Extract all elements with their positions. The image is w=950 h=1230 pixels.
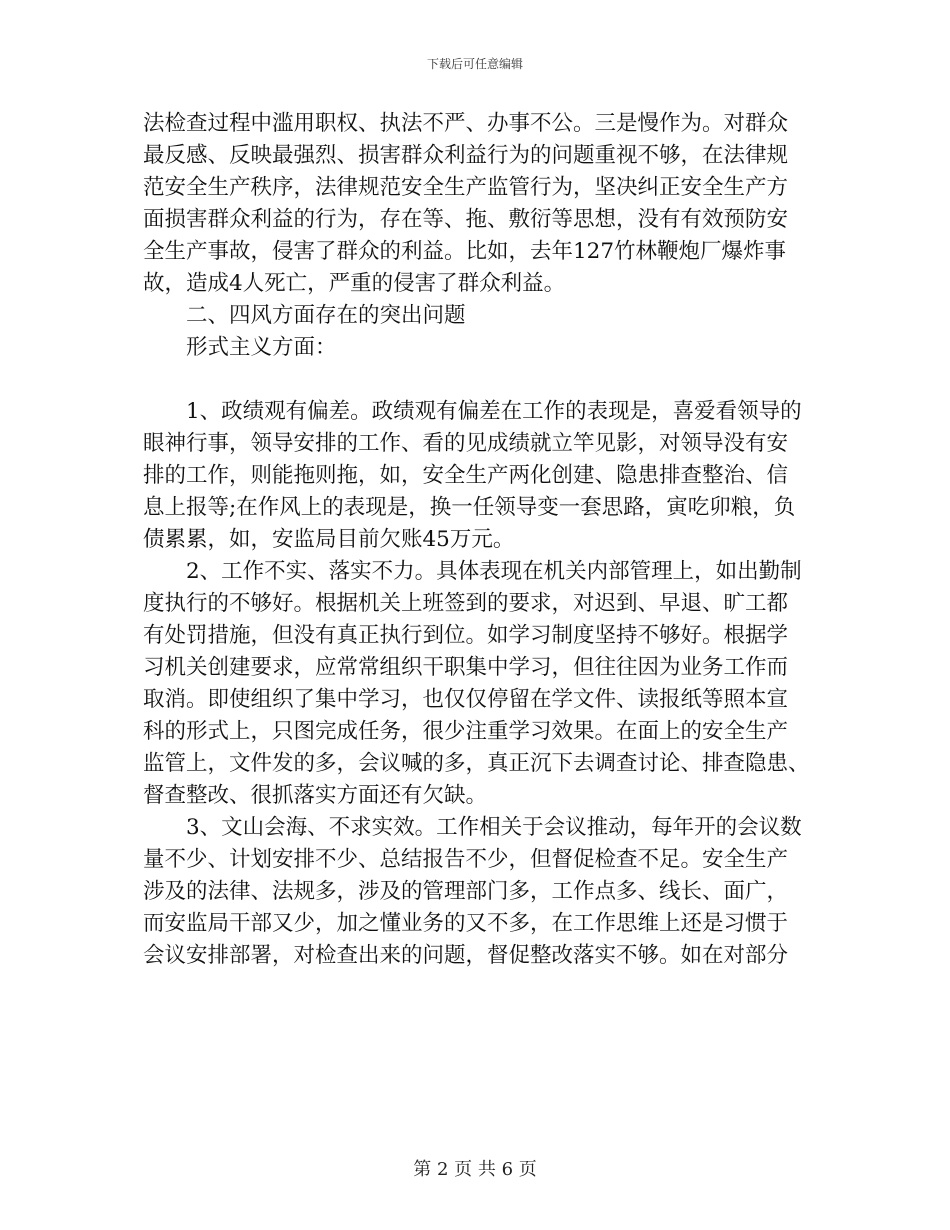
body-line: 全生产事故，侵害了群众的利益。比如，去年127竹林鞭炮厂爆炸事 xyxy=(143,239,787,264)
section-heading: 二、四风方面存在的突出问题 xyxy=(186,303,466,328)
document-body xyxy=(143,108,811,972)
body-line: 眼神行事，领导安排的工作、看的见成绩就立竿见影，对领导没有安 xyxy=(143,431,789,456)
body-line: 最反感、反映最强烈、损害群众利益行为的问题重视不够，在法律规 xyxy=(143,143,789,168)
body-line: 故，造成4人死亡，严重的侵害了群众利益。 xyxy=(143,271,566,296)
body-line: 涉及的法律、法规多，涉及的管理部门多，工作点多、线长、面广， xyxy=(143,879,789,904)
body-line: 债累累，如，安监局目前欠账45万元。 xyxy=(143,527,515,552)
body-line: 范安全生产秩序，法律规范安全生产监管行为，坚决纠正安全生产方 xyxy=(143,175,789,200)
body-line: 而安监局干部又少，加之懂业务的又不多，在工作思维上还是习惯于 xyxy=(143,911,789,936)
page-header: 下载后可任意编辑 xyxy=(426,57,523,71)
body-line: 督查整改、很抓落实方面还有欠缺。 xyxy=(143,783,488,808)
body-line: 息上报等;在作风上的表现是，换一任领导变一套思路，寅吃卯粮，负 xyxy=(143,495,796,520)
body-line: 会议安排部署，对检查出来的问题，督促整改落实不够。如在对部分 xyxy=(143,943,789,968)
body-line: 排的工作，则能拖则拖，如，安全生产两化创建、隐患排查整治、信 xyxy=(143,463,789,488)
subsection-heading: 形式主义方面： xyxy=(186,335,337,360)
body-line: 监管上，文件发的多，会议喊的多，真正沉下去调查讨论、排查隐患、 xyxy=(143,751,810,776)
body-line: 2、工作不实、落实不力。具体表现在机关内部管理上，如出勤制 xyxy=(186,559,802,584)
body-line: 1、政绩观有偏差。政绩观有偏差在工作的表现是，喜爱看领导的 xyxy=(186,399,802,424)
body-line: 法检查过程中滥用职权、执法不严、办事不公。三是慢作为。对群众 xyxy=(143,111,789,136)
page-number: 第 2 页 共 6 页 xyxy=(413,1159,537,1180)
body-line: 3、文山会海、不求实效。工作相关于会议推动，每年开的会议数 xyxy=(186,815,802,840)
body-line: 取消。即使组织了集中学习，也仅仅停留在学文件、读报纸等照本宣 xyxy=(143,687,789,712)
blank-line xyxy=(143,364,811,396)
body-line: 习机关创建要求，应常常组织干职集中学习，但往往因为业务工作而 xyxy=(143,655,789,680)
body-line: 度执行的不够好。根据机关上班签到的要求，对迟到、早退、旷工都 xyxy=(143,591,789,616)
body-line: 科的形式上，只图完成任务，很少注重学习效果。在面上的安全生产 xyxy=(143,719,789,744)
body-line: 有处罚措施，但没有真正执行到位。如学习制度坚持不够好。根据学 xyxy=(143,623,789,648)
body-line: 量不少、计划安排不少、总结报告不少，但督促检查不足。安全生产 xyxy=(143,847,789,872)
body-line: 面损害群众利益的行为，存在等、拖、敷衍等思想，没有有效预防安 xyxy=(143,207,789,232)
